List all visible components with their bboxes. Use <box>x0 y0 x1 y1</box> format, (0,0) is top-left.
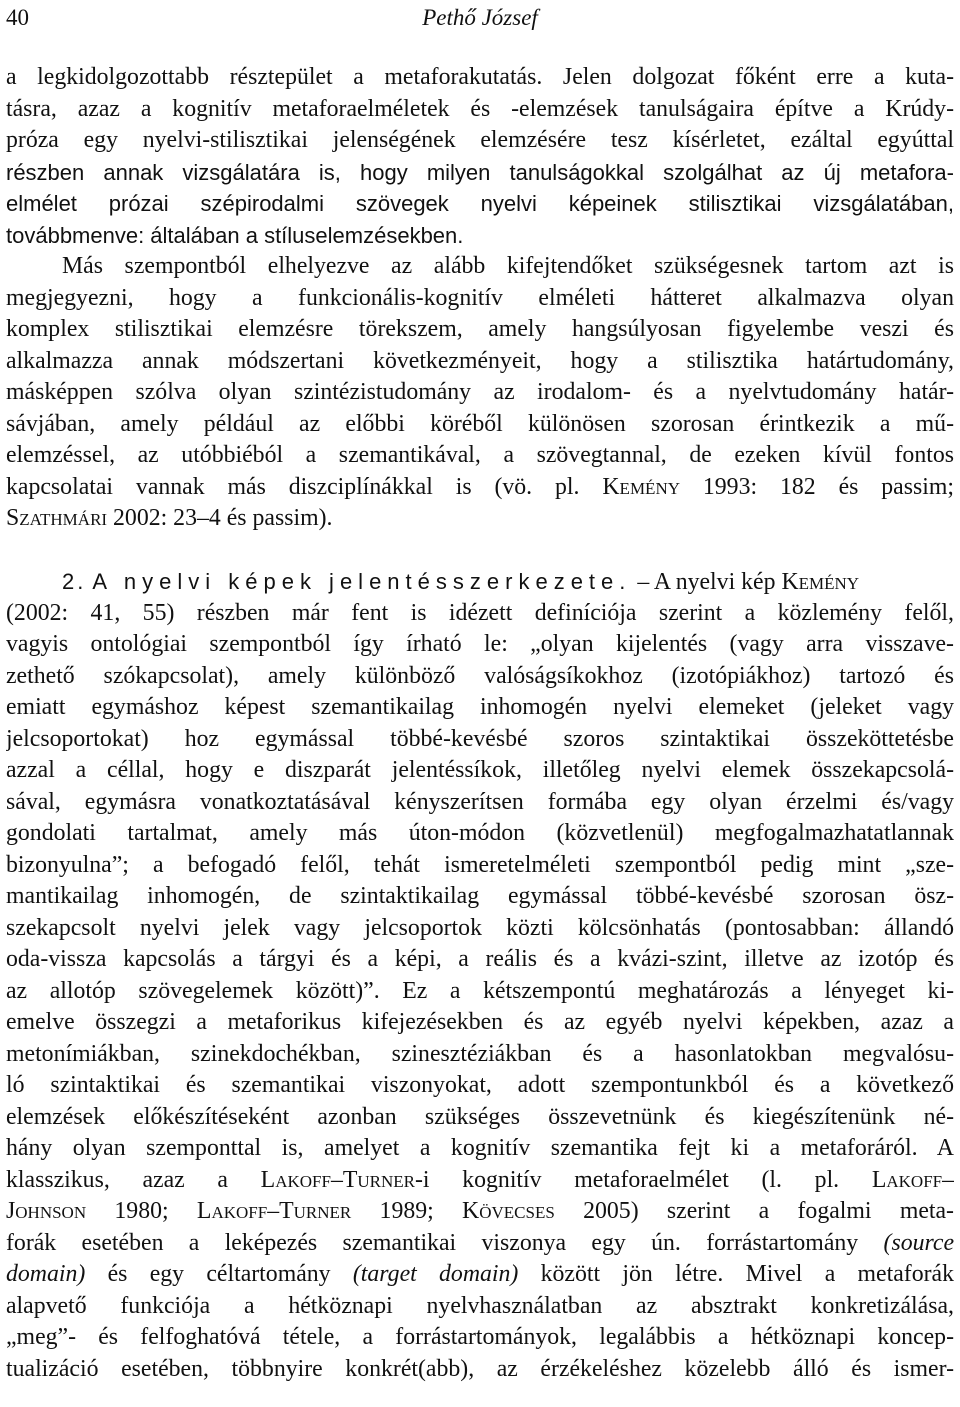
text-line: sávjában, amely például az előbbi köréből különösen szorosan érintkezik a mű- <box>6 410 954 437</box>
text-line: bizonyulna”; a befogadó felől, tehát ismeretelméleti szempontból pedig mint „sze- <box>6 851 954 878</box>
text-run: – <box>330 1166 343 1193</box>
text-line <box>6 1165 954 1197</box>
text-line: elmélet prózai szépirodalmi szövegek nyelvi képeinek stilisztikai vizsgálatában, <box>6 191 954 216</box>
section-title: A nyelvi képek jelentésszerkezete. <box>92 569 632 594</box>
text-run: – <box>267 1198 280 1224</box>
text-line: próza egy nyelvi-stilisztikai jelenségének elemzésére tesz kísérletet, ezáltal egyúttal <box>6 127 954 153</box>
text-line: oda-vissza kapcsolás a tárgyi és a képi, a reális és a kvázi-szint, illetve az izotóp és <box>6 946 954 972</box>
text-line: tásra, azaz a kognitív metaforaelméletek és -elemzések tanulságaira építve a Krúdy- <box>6 95 954 122</box>
author-name: Kemény <box>781 569 860 595</box>
text-run: – <box>942 1166 954 1193</box>
author-name: Kövecses <box>462 1198 555 1224</box>
running-head-author: Pethő József <box>422 5 538 30</box>
section-number: 2. <box>62 569 87 594</box>
text-line: „meg”- és felfoghatóvá tétele, a forrástartományok, legalábbis a hétköznapi koncep- <box>6 1324 954 1350</box>
text-line: azzal a céllal, hogy e diszparát jelentéssíkok, illetőleg nyelvi elemek összekapcsolá- <box>6 757 954 783</box>
text-line: (2002: 41, 55) részben már fent is idézett definíciója szerint a közlemény felől, <box>6 599 954 626</box>
text-line: továbbmenve: általában a stíluselemzésekben. <box>6 222 464 248</box>
text-line: szekapcsolt nyelvi jelek vagy jelcsoportok közti kölcsönhatás (pontosabban: állandó <box>6 914 954 941</box>
italic-term: domain) <box>6 1261 86 1287</box>
text-line <box>6 1259 954 1291</box>
text-run: 2002: 23–4 és passim). <box>107 505 333 531</box>
text-line: alapvető funkciója a hétköznapi nyelvhasználatban az absztrakt konkretizálása, <box>6 1292 954 1319</box>
text-line <box>6 472 954 504</box>
author-name: Kemény <box>602 473 680 500</box>
text-line: komplex stilisztikai elemzésre törekszem, amely hangsúlyosan figyelembe veszi és <box>6 316 954 342</box>
running-head <box>6 4 954 32</box>
text-run: között jön létre. Mivel a metaforák <box>518 1261 954 1287</box>
author-name: Turner <box>342 1166 415 1193</box>
text-line: elemzéssel, az utóbbiéból a szemantikával, a szövegtannal, de ezeken kívül fontos <box>6 442 954 468</box>
text-line: zethető szókapcsolat), amely különböző valóságsíkokhoz (izotópiákhoz) tartozó és <box>6 662 954 689</box>
text-run: és egy céltartomány <box>85 1261 353 1287</box>
author-name: Lakoff <box>196 1198 268 1224</box>
text-line: megjegyezni, hogy a funkcionális-kognitív elméleti hátteret alkalmazva olyan <box>6 284 954 311</box>
text-run: 2005) szerint a fogalmi meta- <box>554 1198 954 1224</box>
text-run: – A nyelvi kép <box>631 569 782 595</box>
author-name: Lakoff <box>260 1166 331 1193</box>
text-line: emelve összegzi a metaforikus kifejezésekben és az egyéb nyelvi képekben, azaz a <box>6 1009 954 1035</box>
text-line: hány olyan szemponttal is, amelyet a kognitív szemantika fejt ki a metaforáról. A <box>6 1135 954 1161</box>
text-line: emiatt egymáshoz képest szemantikailag inhomogén nyelvi elemeket (jeleket vagy <box>6 694 954 720</box>
section-heading-line <box>6 566 954 598</box>
text-line <box>6 503 954 535</box>
page-number: 40 <box>6 5 29 30</box>
italic-term: (source <box>883 1229 954 1256</box>
text-line: gondolati tartalmat, amely más úton-módon (közvetlenül) megfogalmazhatatlannak <box>6 820 954 846</box>
text-line: jelcsoportokat) hoz egymással többé-kevésbé szoros szintaktikai összeköttetésbe <box>6 725 954 752</box>
text-line: a legkidolgozottabb résztерület a metaforakutatás. Jelen dolgozat főként erre a kuta- <box>6 64 954 90</box>
author-name: Turner <box>279 1198 352 1224</box>
text-line: részben annak vizsgálatára is, hogy milyen tanulságokkal szolgálhat az új metafora- <box>6 159 954 185</box>
text-line: mantikailag inhomogén, de szintaktikailag egymással többé-kevésbé szorosan ösz- <box>6 883 954 909</box>
author-name: Johnson <box>6 1198 87 1224</box>
text-line: sával, egymásra vonatkoztatásával kényszerítsen formába egy olyan érzelmi és/vagy <box>6 788 954 815</box>
text-line <box>6 1196 954 1228</box>
italic-term: (target domain) <box>352 1261 519 1287</box>
text-run: kapcsolatai vannak más diszciplínákkal is (vö. pl. <box>6 473 603 500</box>
text-line: másképpen szólva olyan szintézistudomány az irodalom- és a nyelvtudomány határ- <box>6 379 954 405</box>
text-run: klasszikus, azaz a <box>6 1166 261 1193</box>
text-run: 1980; <box>86 1198 197 1224</box>
text-line: alkalmazza annak módszertani következményeit, hogy a stilisztika határtudomány, <box>6 347 954 374</box>
text-line: Más szempontból elhelyezve az alább kifejtendőket szükségesnek tartom azt is <box>62 253 954 279</box>
author-name: Lakoff <box>871 1166 943 1193</box>
text-line: vagyis ontológiai szempontból így írható le: „olyan kijelentés (vagy arra visszave- <box>6 631 954 657</box>
text-line: ló szintaktikai és szemantikai viszonyokat, adott szempontunkból és a következő <box>6 1072 954 1098</box>
text-run: -i kognitív metaforaelmélet (l. pl. <box>415 1166 872 1193</box>
text-line: elemzések előkészítéseként azonban szükséges összevetnünk és kiegészítenünk né- <box>6 1103 954 1130</box>
text-line: metonímiákban, szinekdochékban, szinesztéziákban és a hasonlatokban megvalósu- <box>6 1040 954 1067</box>
text-run: 1993: 182 és passim; <box>680 473 954 500</box>
body-text <box>6 62 954 1385</box>
text-line: az allotóp szövegelemek között)”. Ez a kétszempontú meghatározás a lényeget ki- <box>6 977 954 1004</box>
text-line <box>6 1228 954 1260</box>
text-line: tualizáció esetében, többnyire konkrét(abb), az érzékeléshez közelebb álló és ismer- <box>6 1355 954 1382</box>
author-name: Szathmári <box>6 505 108 531</box>
text-run: forák esetében a leképezés szemantikai viszonya egy ún. forrástartomány <box>6 1229 884 1256</box>
paragraph-gap <box>6 535 954 567</box>
text-run: 1989; <box>351 1198 463 1224</box>
